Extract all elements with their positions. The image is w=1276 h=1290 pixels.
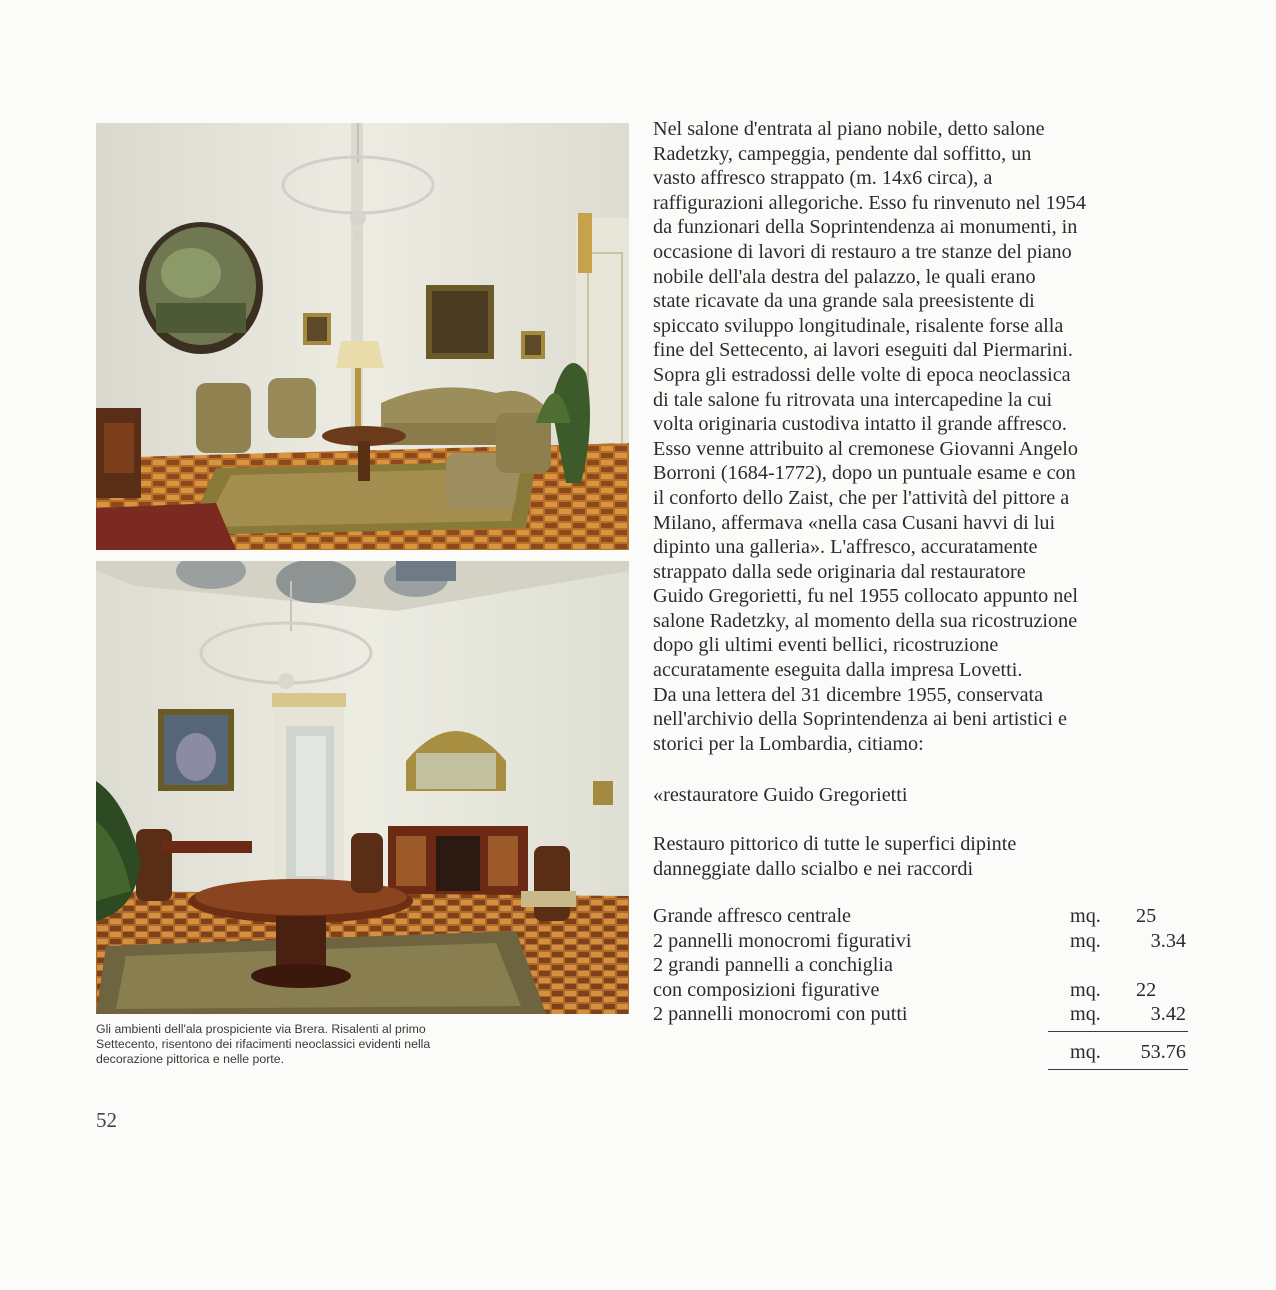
table-row [653, 929, 1193, 954]
text-line: dipinto una galleria». L'affresco, accuratamente [653, 536, 1038, 559]
row-description: 2 pannelli monocromi con putti [653, 1003, 908, 1026]
row-value: 3.34 [1150, 929, 1186, 952]
row-description: 2 pannelli monocromi figurativi [653, 929, 912, 952]
text-line: Da una lettera del 31 dicembre 1955, conservata [653, 683, 1044, 706]
total-value: 53.76 [1140, 1041, 1186, 1063]
photo-caption [96, 1022, 566, 1067]
photo-salon-sofa [96, 123, 629, 550]
text-line: fine del Settecento, ai lavori eseguiti dal Piermarini. [653, 339, 1073, 362]
text-line: nobile dell'ala destra del palazzo, le quali erano [653, 265, 1036, 288]
table-row [653, 904, 1193, 929]
text-line: state ricavate da una grande sala preesistente di [653, 290, 1035, 313]
row-unit: mq. [1070, 978, 1101, 1001]
total-row [653, 1040, 1193, 1065]
text-line: Restauro pittorico di tutte le superfici dipinte [653, 833, 1017, 855]
text-line: spiccato sviluppo longitudinale, risalente forse alla [653, 314, 1064, 337]
text-line: dopo gli ultimi eventi bellici, ricostruzione [653, 634, 999, 657]
text-line: Milano, affermava «nella casa Cusani havvi di lui [653, 511, 1056, 534]
text-line: da funzionari della Soprintendenza ai monumenti, in [653, 216, 1078, 239]
restoration-description [653, 832, 1016, 881]
quote-heading: «restauratore Guido Gregorietti [653, 784, 908, 806]
text-line: il conforto dello Zaist, che per l'attività del pittore a [653, 486, 1070, 509]
text-line: vasto affresco strappato (m. 14x6 circa), a [653, 167, 993, 190]
text-line: volta originaria custodiva intatto il grande affresco. [653, 413, 1067, 436]
text-line: occasione di lavori di restauro a tre stanze del piano [653, 240, 1072, 263]
photo-salon-table [96, 561, 629, 1014]
text-line: salone Radetzky, al momento della sua ricostruzione [653, 609, 1078, 632]
row-description: Grande affresco centrale [653, 905, 852, 927]
page-number: 52 [96, 1108, 117, 1132]
text-line: Sopra gli estradossi delle volte di epoca neoclassica [653, 363, 1071, 386]
row-unit: mq. [1070, 1003, 1101, 1026]
text-line: Radetzky, campeggia, pendente dal soffitto, un [653, 142, 1032, 165]
row-description: con composizioni figurative [653, 978, 880, 1001]
text-line: Nel salone d'entrata al piano nobile, detto salone [653, 118, 1045, 140]
row-unit: mq. [1070, 929, 1101, 952]
row-unit: mq. [1070, 905, 1101, 927]
text-line: accuratamente eseguita dalla impresa Lovetti. [653, 659, 1023, 682]
text-line: strappato dalla sede originaria dal restauratore [653, 560, 1026, 583]
caption-line: Gli ambienti dell'ala prospiciente via Brera. Risalenti al primo [96, 1022, 426, 1036]
text-line: danneggiate dallo scialbo e nei raccordi [653, 857, 974, 880]
caption-line: Settecento, risentono dei rifacimenti neoclassici evidenti nella [96, 1037, 431, 1051]
row-value: 25 [1136, 905, 1157, 927]
total-underline [1048, 1069, 1188, 1070]
text-line: Borroni (1684-1772), dopo un puntuale esame e con [653, 462, 1076, 485]
sum-rule [1048, 1031, 1188, 1032]
caption-line: decorazione pittorica e nelle porte. [96, 1052, 284, 1066]
row-value: 3.42 [1150, 1003, 1186, 1026]
row-description: 2 grandi pannelli a conchiglia [653, 954, 893, 977]
surface-area-table [653, 904, 1193, 1063]
body-paragraph [653, 117, 1193, 756]
text-line: raffigurazioni allegoriche. Esso fu rinvenuto nel 1954 [653, 191, 1086, 214]
text-line: nell'archivio della Soprintendenza ai beni artistici e [653, 708, 1067, 731]
table-row [653, 953, 1193, 978]
table-row [653, 1002, 1193, 1027]
total-unit: mq. [1070, 1041, 1101, 1063]
text-line: Guido Gregorietti, fu nel 1955 collocato appunto nel [653, 585, 1078, 608]
text-line: storici per la Lombardia, citiamo: [653, 732, 924, 755]
row-value: 22 [1136, 978, 1157, 1001]
text-line: di tale salone fu ritrovata una intercapedine la cui [653, 388, 1053, 411]
text-line: Esso venne attribuito al cremonese Giovanni Angelo [653, 437, 1078, 460]
table-row [653, 978, 1193, 1003]
